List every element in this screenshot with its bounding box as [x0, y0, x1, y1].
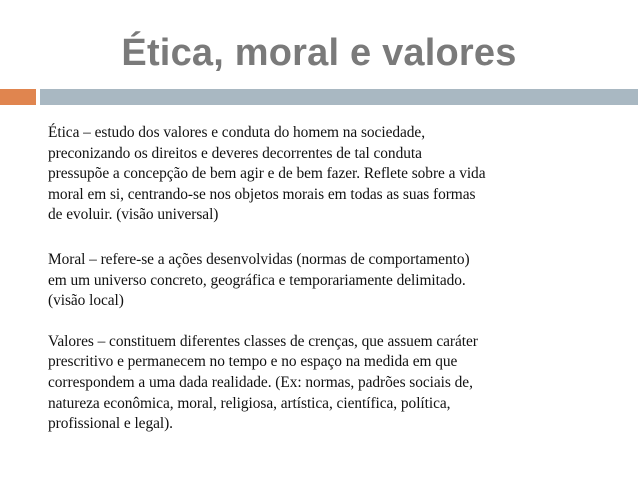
paragraph-line: correspondem a uma dada realidade. (Ex: normas, padrões sociais de,: [48, 373, 473, 391]
slide-body: [48, 123, 608, 435]
title-rule-accent: [0, 89, 36, 105]
paragraph-line: pressupõe a concepção de bem agir e de bem fazer. Reflete sobre a vida: [48, 165, 486, 183]
paragraph-valores: [48, 332, 608, 435]
paragraph-line: Valores – constituem diferentes classes de crenças, que assuem caráter: [48, 332, 478, 350]
paragraph-etica: [48, 123, 608, 226]
paragraph-line: natureza econômica, moral, religiosa, artística, científica, política,: [48, 394, 451, 412]
paragraph-line: de evoluir. (visão universal): [48, 206, 219, 224]
paragraph-line: Moral – refere-se a ações desenvolvidas (normas de comportamento): [48, 250, 470, 268]
paragraph-line: (visão local): [48, 292, 124, 310]
paragraph-line: moral em si, centrando-se nos objetos morais em todas as suas formas: [48, 185, 476, 203]
slide-title: Ética, moral e valores: [121, 32, 517, 74]
paragraph-line: prescritivo e permanecem no tempo e no espaço na medida em que: [48, 353, 458, 371]
paragraph-line: preconizando os direitos e deveres decorrentes de tal conduta: [48, 144, 422, 162]
paragraph-moral: [48, 250, 608, 312]
paragraph-line: profissional e legal).: [48, 415, 173, 433]
paragraph-line: Ética – estudo dos valores e conduta do homem na sociedade,: [48, 124, 425, 141]
paragraph-line: em um universo concreto, geográfica e temporariamente delimitado.: [48, 271, 466, 289]
title-rule-bar: [40, 89, 638, 105]
